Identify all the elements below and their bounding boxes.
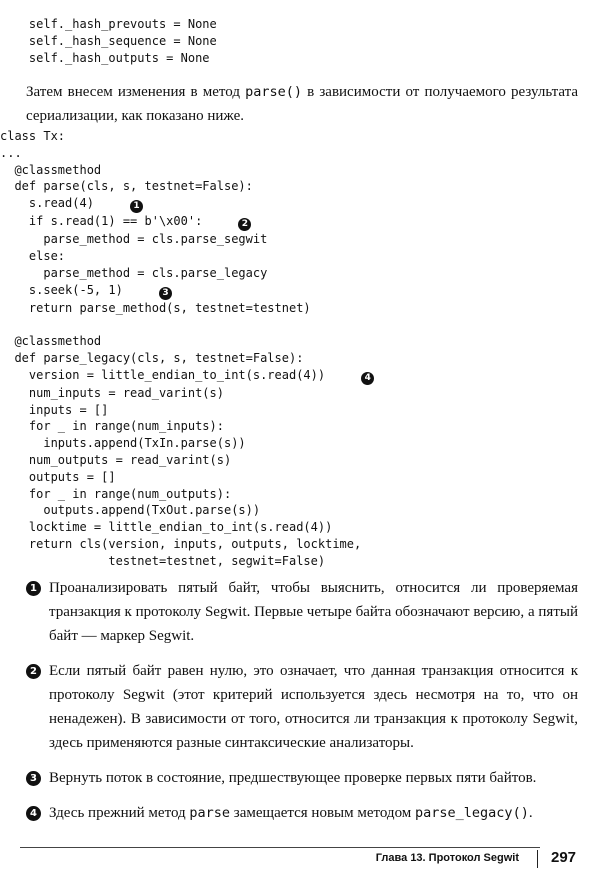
intro-text-before: Затем внесем изменения в метод (26, 84, 246, 100)
callout-note (0, 659, 600, 755)
code-line: outputs = [] (0, 469, 116, 484)
note-text-part: Если пятый байт равен нулю, это означает, что данная транзакция относится к протоколу Segwit (этот критерий используется здесь несмотря на то, что он ненадежен). В зависимости от того, относится ли транзакция к протоколу Segwit, здесь применяются разные синтаксические анализаторы. (49, 663, 578, 751)
code-line: s.seek(-5, 1) (0, 282, 159, 297)
code-line: version = little_endian_to_int(s.read(4)) (0, 367, 362, 382)
callout-marker-icon: 3 (159, 287, 172, 300)
code-line: class Tx: (0, 129, 66, 143)
code-line: def parse_legacy(cls, s, testnet=False): (0, 350, 304, 365)
code-line: @classmethod (0, 334, 102, 349)
code-line: testnet=testnet, segwit=False) (0, 553, 326, 568)
code-block-main (0, 128, 374, 570)
note-text (49, 576, 578, 648)
code-line: parse_method = cls.parse_legacy (0, 265, 268, 280)
code-line: outputs.append(TxOut.parse(s)) (0, 503, 261, 518)
code-line: ... (0, 145, 22, 160)
page-number: 297 (551, 849, 577, 866)
note-text (49, 659, 578, 755)
code-line: self._hash_sequence = None (0, 33, 217, 48)
inline-code: parse (189, 805, 231, 821)
code-line: else: (0, 248, 66, 263)
code-line: num_outputs = read_varint(s) (0, 452, 232, 467)
code-line: for _ in range(num_outputs): (0, 486, 232, 501)
note-text-part: Проанализировать пятый байт, чтобы выяснить, относится ли проверяемая транзакция к протоколу Segwit. Первые четыре байта обозначают версию, а пятый байт — маркер Segwit. (49, 580, 578, 644)
code-line: inputs.append(TxIn.parse(s)) (0, 436, 246, 451)
note-text-part: Вернуть поток в состояние, предшествующее проверке первых пяти байтов. (49, 770, 537, 786)
callout-marker-icon: 4 (361, 372, 374, 385)
intro-method-name: parse() (245, 84, 303, 100)
code-line: parse_method = cls.parse_segwit (0, 232, 268, 247)
code-line: s.read(4) (0, 196, 131, 211)
callout-note (0, 576, 600, 648)
intro-paragraph (26, 80, 578, 128)
inline-code: parse_legacy() (415, 805, 529, 821)
code-line: if s.read(1) == b'\x00': (0, 214, 239, 229)
callout-number-icon: 1 (26, 581, 41, 596)
code-line: inputs = [] (0, 402, 109, 417)
callout-notes (0, 576, 600, 836)
callout-number-icon: 4 (26, 806, 41, 821)
code-line: return parse_method(s, testnet=testnet) (0, 300, 311, 315)
code-block-top (0, 16, 217, 66)
callout-note (0, 801, 600, 825)
note-text-part: . (528, 805, 533, 821)
chapter-title: Глава 13. Протокол Segwit (375, 852, 519, 864)
note-text (49, 766, 578, 790)
footer-separator (537, 850, 538, 868)
note-text-part: замещается новым методом (230, 805, 416, 821)
callout-note (0, 766, 600, 790)
note-text (49, 801, 578, 825)
callout-marker-icon: 2 (238, 218, 251, 231)
code-line: self._hash_outputs = None (0, 50, 210, 65)
callout-number-icon: 3 (26, 771, 41, 786)
code-line: num_inputs = read_varint(s) (0, 385, 224, 400)
code-line: def parse(cls, s, testnet=False): (0, 179, 253, 194)
code-line: return cls(version, inputs, outputs, locktime, (0, 536, 362, 551)
callout-number-icon: 2 (26, 664, 41, 679)
page-footer (0, 848, 600, 872)
intro-text-after: в зависимости от получаемого результата сериализации, как показано ниже. (26, 84, 578, 124)
code-line: locktime = little_endian_to_int(s.read(4)) (0, 520, 333, 535)
callout-marker-icon: 1 (130, 200, 143, 213)
code-line: self._hash_prevouts = None (0, 17, 217, 31)
code-line: @classmethod (0, 162, 102, 177)
code-line: for _ in range(num_inputs): (0, 419, 224, 434)
note-text-part: Здесь прежний метод (49, 805, 190, 821)
